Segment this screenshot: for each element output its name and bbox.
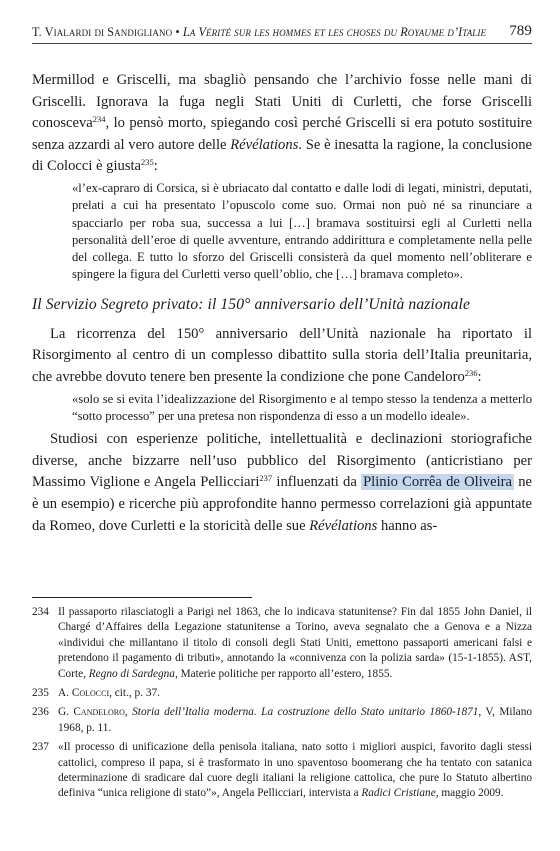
section-heading: Il Servizio Segreto privato: il 150° anniversario dell’Unità nazionale [32, 295, 470, 313]
footnote-236 [32, 705, 532, 736]
text-run: La ricorrenza del 150° anniversario dell’Unità nazionale ha riportato il Risorgimento al centro di un complesso dibattito sulla storia dell’Italia preunitaria, che avrebbe dovuto tenere ben presente la condizione che pone Candeloro [32, 325, 532, 385]
paragraph-1 [32, 70, 532, 178]
text-run: , maggio 2009. [435, 787, 504, 800]
highlighted-text-selection[interactable]: Plinio Corrêa de Oliveira [363, 474, 512, 491]
footnote-234 [32, 605, 532, 682]
bullet-separator: • [175, 25, 180, 39]
footnote-text [58, 686, 532, 701]
text-run: : [153, 158, 158, 175]
text-run: , cit., p. 37. [109, 687, 160, 700]
text-run: , Materie politiche per rapporto all’estero, 1855. [174, 667, 393, 680]
footnote-number: 236 [32, 706, 49, 719]
text-run: : [477, 368, 482, 385]
italic-title: Révélations [230, 136, 299, 153]
text-run: G. [58, 706, 74, 719]
text-run: , V, Milano 1968, p. 11. [58, 706, 532, 734]
footnote-number: 235 [32, 687, 49, 700]
paragraph-2 [32, 324, 532, 389]
text-run: influenzati da [272, 474, 362, 491]
author-name: T. Vialardi di Sandigliano [32, 25, 173, 39]
text-run: . Se è inesatta la ragione, la conclusione di Colocci è giusta [32, 136, 532, 175]
text-run: ne è un esempio) e ricerche più approfondite hanno permesso correlazioni già appuntate da Romeo, dove Curletti e la storicità delle sue [32, 474, 532, 534]
text-run: hanno as- [377, 517, 438, 534]
footnote-ref-236[interactable]: 236 [464, 367, 478, 378]
footnote-ref-235[interactable]: 235 [141, 157, 154, 168]
running-head-title [32, 25, 486, 40]
author-surname: Colocci [71, 687, 110, 700]
main-text [32, 70, 532, 537]
paragraph-3 [32, 429, 532, 537]
footnote-ref-237[interactable]: 237 [259, 473, 273, 484]
italic-title: Radici Cristiane [361, 787, 436, 800]
footnotes [32, 597, 532, 806]
book-title: La Vérité sur les hommes et les choses du Royaume d’Italie [182, 25, 487, 39]
block-quote-2 [72, 391, 532, 426]
italic-title: Révélations [309, 517, 378, 534]
footnote-text [58, 705, 532, 736]
footnote-237 [32, 740, 532, 802]
footnote-text [58, 740, 532, 802]
italic-title: Storia dell’Italia moderna. La costruzione dello Stato unitario 1860-1871 [132, 706, 479, 719]
footnote-235 [32, 686, 532, 701]
footnote-number: 234 [32, 606, 49, 618]
page-number: 789 [509, 23, 532, 39]
quote-text: «solo se si evita l’idealizzazione del Risorgimento e al tempo stesso la tendenza a metterlo “sotto processo” per una pretesa non rispondenza di esso a un modello ideale». [72, 391, 532, 423]
text-run: «Il processo di unificazione della penisola italiana, nato sotto i migliori auspici, favorito dagli stessi cattolici, compreso il papa, si è trasformato in uno spaventoso boomerang che ha tentato con satanica determinazione di sradicare dal cuore degli italiani la religione cattolica, che pure lo Statuto albertino definiva “unica religione di stato”», Angela Pellicciari, intervista a [58, 741, 532, 800]
italic-title: Regno di Sardegna [88, 667, 175, 680]
text-run: Mermillod e Griscelli, ma sbagliò pensando che l’archivio fosse nelle mani di Griscelli. Ignorava la fuga negli Stati Uniti di Curletti, che forse Griscelli conosceva [32, 72, 532, 132]
text-run: Studiosi con esperienze politiche, intellettualità e declinazioni storiografiche diverse, anche bizzarre nell’uso pubblico del Risorgimento (anticristiano per Massimo Viglione e Angela Pellicciari [32, 431, 532, 491]
running-head [32, 20, 532, 44]
text-run: A. [58, 687, 72, 700]
author-surname: Candeloro [73, 706, 125, 719]
text-run: Il passaporto rilasciatogli a Parigi nel 1863, che lo indicava statunitense? Fin dal 1855 John Daniel, il Chargé d’Affaires della Legazione statunitense a Torino, aveva segnalato che a Genova e a Nizza «individui che millantano il titolo di consoli degli Stati Uniti, emettono passaporti americani falsi e pretendono il pagamento di tributi», annotando la «connivenza con la polizia sarda» (15-1-1855). AST, Corte, [58, 606, 532, 680]
block-quote-1 [72, 180, 532, 284]
quote-text: «l’ex-capraro di Corsica, si è ubriacato dal contatto e dalle lodi di legati, ministri, deputati, prelati a cui ha presentato l’opuscolo come suo. Ormai non può né sa rinunciare a spacciarlo per roba sua, successa a lui […] bramava sostituirsi egli al Curletti nella personalità dell’eroe di quelle avventure, entrando addirittura e completamente nella pelle del collega. E tutto lo sforzo del Griscelli consisterà da quel momento nell’obliterare e spingere la figura del Curletti verso quell’oblio, che […] bramava completo». [72, 180, 532, 282]
text-run: , [124, 706, 133, 719]
footnote-number: 237 [32, 741, 49, 754]
footnote-ref-234[interactable]: 234 [92, 114, 106, 125]
footnote-text [58, 605, 532, 682]
text-run: , lo pensò morto, spiegando così perché Griscelli si era potuto sostituire senza azzardi al vero autore delle [32, 115, 532, 153]
